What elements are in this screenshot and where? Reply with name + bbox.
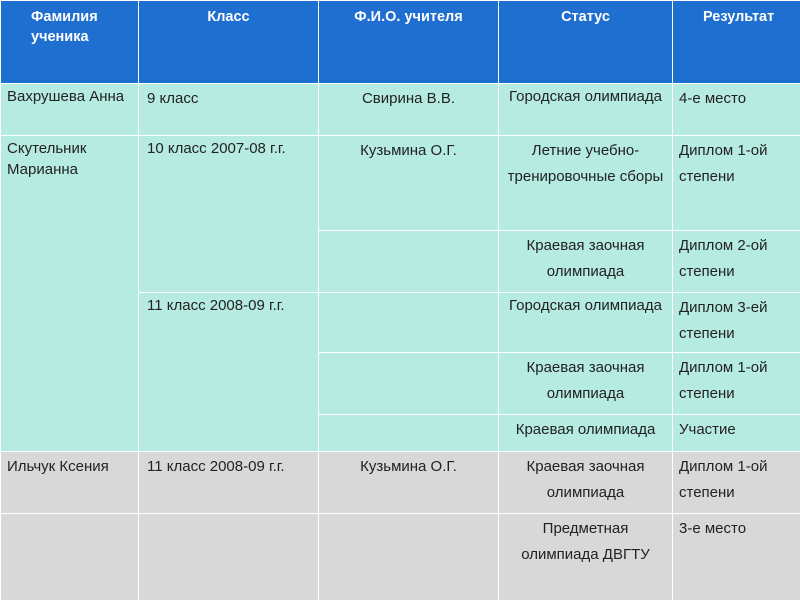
student-cell: Скутельник Марианна (1, 136, 139, 452)
status-cell: Городская олимпиада (499, 84, 673, 136)
result-cell: 4-е место (673, 84, 800, 136)
grade-cell (139, 514, 319, 601)
result-cell: Участие (673, 415, 800, 452)
grade-cell: 10 класс 2007-08 г.г. (139, 136, 319, 293)
student-cell: Ильчук Ксения (1, 452, 139, 514)
result-cell: Диплом 3-ей степени (673, 293, 800, 353)
status-cell: Городская олимпиада (499, 293, 673, 353)
grade-cell: 9 класс (139, 84, 319, 136)
status-cell: Краевая заочная олимпиада (499, 452, 673, 514)
teacher-cell (319, 231, 499, 293)
teacher-cell: Кузьмина О.Г. (319, 452, 499, 514)
table-row (1, 136, 800, 231)
student-cell (1, 514, 139, 601)
header-teacher: Ф.И.О. учителя (319, 1, 499, 84)
result-cell: Диплом 1-ой степени (673, 136, 800, 231)
result-cell: 3-е место (673, 514, 800, 601)
teacher-cell (319, 514, 499, 601)
header-status: Статус (499, 1, 673, 84)
grade-cell: 11 класс 2008-09 г.г. (139, 293, 319, 452)
teacher-cell: Кузьмина О.Г. (319, 136, 499, 231)
header-grade: Класс (139, 1, 319, 84)
result-cell: Диплом 2-ой степени (673, 231, 800, 293)
teacher-cell (319, 415, 499, 452)
teacher-cell (319, 293, 499, 353)
table-row (1, 84, 800, 136)
teacher-cell: Свирина В.В. (319, 84, 499, 136)
status-cell: Летние учебно-тренировочные сборы (499, 136, 673, 231)
grade-cell: 11 класс 2008-09 г.г. (139, 452, 319, 514)
status-cell: Краевая заочная олимпиада (499, 231, 673, 293)
status-cell: Предметная олимпиада ДВГТУ (499, 514, 673, 601)
header-result: Результат (673, 1, 800, 84)
result-cell: Диплом 1-ой степени (673, 353, 800, 415)
status-cell: Краевая заочная олимпиада (499, 353, 673, 415)
status-cell: Краевая олимпиада (499, 415, 673, 452)
table-row (1, 452, 800, 514)
table-row (1, 514, 800, 601)
result-cell: Диплом 1-ой степени (673, 452, 800, 514)
teacher-cell (319, 353, 499, 415)
header-student: Фамилия ученика (1, 1, 139, 84)
student-cell: Вахрушева Анна (1, 84, 139, 136)
header-row (1, 1, 800, 84)
